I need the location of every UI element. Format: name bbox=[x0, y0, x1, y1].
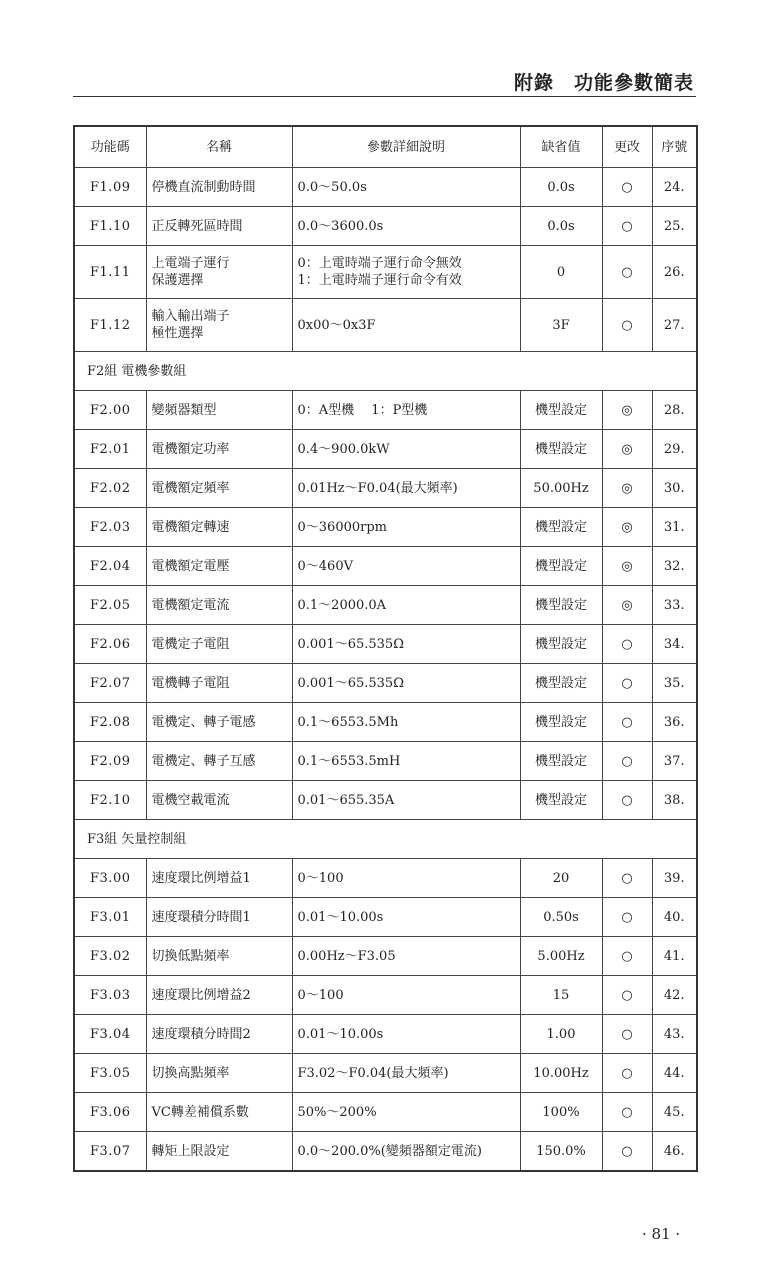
table-row bbox=[74, 703, 697, 742]
param-name: 變頻器類型 bbox=[146, 391, 292, 430]
param-change-mark: ○ bbox=[602, 898, 652, 937]
param-default: 20 bbox=[520, 859, 602, 898]
param-name: 切換高點頻率 bbox=[146, 1054, 292, 1093]
param-change-mark: ○ bbox=[602, 1054, 652, 1093]
parameter-table bbox=[73, 125, 698, 1172]
param-description: 0.00Hz～F3.05 bbox=[292, 937, 520, 976]
group-label: F3組 矢量控制組 bbox=[74, 820, 697, 859]
param-name: 上電端子運行 保護選擇 bbox=[146, 246, 292, 299]
param-change-mark: ◎ bbox=[602, 430, 652, 469]
page-number: · 81 · bbox=[642, 1225, 681, 1243]
param-description: 0～100 bbox=[292, 859, 520, 898]
param-code: F1.09 bbox=[74, 168, 146, 207]
param-code: F2.08 bbox=[74, 703, 146, 742]
table-row bbox=[74, 859, 697, 898]
param-name: 停機直流制動時間 bbox=[146, 168, 292, 207]
param-description: 0～100 bbox=[292, 976, 520, 1015]
param-description: 0：A型機 1：P型機 bbox=[292, 391, 520, 430]
param-seq: 42. bbox=[652, 976, 697, 1015]
param-code: F2.05 bbox=[74, 586, 146, 625]
param-seq: 26. bbox=[652, 246, 697, 299]
param-default: 機型設定 bbox=[520, 508, 602, 547]
param-change-mark: ○ bbox=[602, 664, 652, 703]
param-code: F1.11 bbox=[74, 246, 146, 299]
param-default: 0 bbox=[520, 246, 602, 299]
param-code: F3.02 bbox=[74, 937, 146, 976]
header-change: 更改 bbox=[602, 126, 652, 168]
table-row bbox=[74, 586, 697, 625]
param-description: 0x00～0x3F bbox=[292, 299, 520, 352]
param-default: 機型設定 bbox=[520, 391, 602, 430]
param-code: F3.01 bbox=[74, 898, 146, 937]
table-row bbox=[74, 898, 697, 937]
param-default: 5.00Hz bbox=[520, 937, 602, 976]
param-seq: 43. bbox=[652, 1015, 697, 1054]
param-default: 機型設定 bbox=[520, 547, 602, 586]
param-change-mark: ○ bbox=[602, 859, 652, 898]
param-name: 電機額定功率 bbox=[146, 430, 292, 469]
param-name: 轉矩上限設定 bbox=[146, 1132, 292, 1172]
param-description: F3.02～F0.04(最大頻率) bbox=[292, 1054, 520, 1093]
param-seq: 30. bbox=[652, 469, 697, 508]
param-description: 0.01～655.35A bbox=[292, 781, 520, 820]
param-seq: 46. bbox=[652, 1132, 697, 1172]
param-description: 0.1～6553.5mH bbox=[292, 742, 520, 781]
param-code: F2.10 bbox=[74, 781, 146, 820]
param-description: 0.0～3600.0s bbox=[292, 207, 520, 246]
param-name: 速度環積分時間2 bbox=[146, 1015, 292, 1054]
param-seq: 44. bbox=[652, 1054, 697, 1093]
param-default: 機型設定 bbox=[520, 781, 602, 820]
param-name: 速度環比例增益1 bbox=[146, 859, 292, 898]
param-code: F2.04 bbox=[74, 547, 146, 586]
param-description: 0～36000rpm bbox=[292, 508, 520, 547]
param-name: 速度環積分時間1 bbox=[146, 898, 292, 937]
param-change-mark: ◎ bbox=[602, 547, 652, 586]
param-change-mark: ○ bbox=[602, 703, 652, 742]
param-default: 50.00Hz bbox=[520, 469, 602, 508]
table-row bbox=[74, 1015, 697, 1054]
table-row bbox=[74, 1132, 697, 1172]
param-seq: 24. bbox=[652, 168, 697, 207]
param-change-mark: ○ bbox=[602, 937, 652, 976]
param-change-mark: ○ bbox=[602, 976, 652, 1015]
param-name: 電機額定電壓 bbox=[146, 547, 292, 586]
param-name: VC轉差補償系數 bbox=[146, 1093, 292, 1132]
header-divider bbox=[73, 96, 696, 97]
param-seq: 40. bbox=[652, 898, 697, 937]
table-row bbox=[74, 430, 697, 469]
page-header-title: 附錄 功能參數簡表 bbox=[513, 72, 694, 94]
param-default: 機型設定 bbox=[520, 664, 602, 703]
group-header-row bbox=[74, 820, 697, 859]
param-code: F1.12 bbox=[74, 299, 146, 352]
param-description: 0.0～200.0%(變頻器額定電流) bbox=[292, 1132, 520, 1172]
table-row bbox=[74, 207, 697, 246]
param-code: F2.07 bbox=[74, 664, 146, 703]
param-default: 機型設定 bbox=[520, 703, 602, 742]
param-seq: 29. bbox=[652, 430, 697, 469]
group-label: F2組 電機參數組 bbox=[74, 352, 697, 391]
param-description: 0.01～10.00s bbox=[292, 898, 520, 937]
param-code: F3.00 bbox=[74, 859, 146, 898]
param-default: 150.0% bbox=[520, 1132, 602, 1172]
header-default: 缺省值 bbox=[520, 126, 602, 168]
param-description: 0.1～2000.0A bbox=[292, 586, 520, 625]
param-code: F3.06 bbox=[74, 1093, 146, 1132]
table-row bbox=[74, 469, 697, 508]
table-row bbox=[74, 625, 697, 664]
param-code: F2.00 bbox=[74, 391, 146, 430]
param-name: 電機額定電流 bbox=[146, 586, 292, 625]
header-seq: 序號 bbox=[652, 126, 697, 168]
param-seq: 45. bbox=[652, 1093, 697, 1132]
param-seq: 27. bbox=[652, 299, 697, 352]
param-name: 正反轉死區時間 bbox=[146, 207, 292, 246]
param-change-mark: ○ bbox=[602, 625, 652, 664]
param-seq: 25. bbox=[652, 207, 697, 246]
param-seq: 38. bbox=[652, 781, 697, 820]
param-description: 0.01～10.00s bbox=[292, 1015, 520, 1054]
param-seq: 41. bbox=[652, 937, 697, 976]
param-default: 機型設定 bbox=[520, 625, 602, 664]
table-row bbox=[74, 781, 697, 820]
table-header-row bbox=[74, 126, 697, 168]
table-row bbox=[74, 391, 697, 430]
table-row bbox=[74, 1093, 697, 1132]
param-change-mark: ○ bbox=[602, 207, 652, 246]
param-description: 0.01Hz～F0.04(最大頻率) bbox=[292, 469, 520, 508]
param-code: F3.03 bbox=[74, 976, 146, 1015]
param-description: 0.001～65.535Ω bbox=[292, 664, 520, 703]
param-code: F2.02 bbox=[74, 469, 146, 508]
param-seq: 31. bbox=[652, 508, 697, 547]
table-body bbox=[74, 168, 697, 1172]
table-row bbox=[74, 246, 697, 299]
param-name: 電機額定轉速 bbox=[146, 508, 292, 547]
table-row bbox=[74, 508, 697, 547]
param-description: 0：上電時端子運行命令無效 1：上電時端子運行命令有效 bbox=[292, 246, 520, 299]
param-change-mark: ○ bbox=[602, 781, 652, 820]
param-default: 機型設定 bbox=[520, 742, 602, 781]
param-default: 0.0s bbox=[520, 207, 602, 246]
param-change-mark: ○ bbox=[602, 1132, 652, 1172]
table-row bbox=[74, 299, 697, 352]
param-description: 0.001～65.535Ω bbox=[292, 625, 520, 664]
param-name: 切換低點頻率 bbox=[146, 937, 292, 976]
param-default: 0.0s bbox=[520, 168, 602, 207]
param-code: F3.05 bbox=[74, 1054, 146, 1093]
param-seq: 36. bbox=[652, 703, 697, 742]
param-default: 0.50s bbox=[520, 898, 602, 937]
param-code: F2.01 bbox=[74, 430, 146, 469]
param-name: 速度環比例增益2 bbox=[146, 976, 292, 1015]
param-name: 電機轉子電阻 bbox=[146, 664, 292, 703]
param-seq: 33. bbox=[652, 586, 697, 625]
param-seq: 39. bbox=[652, 859, 697, 898]
param-default: 1.00 bbox=[520, 1015, 602, 1054]
table-row bbox=[74, 1054, 697, 1093]
param-code: F2.06 bbox=[74, 625, 146, 664]
param-name: 輸入輸出端子 極性選擇 bbox=[146, 299, 292, 352]
param-default: 10.00Hz bbox=[520, 1054, 602, 1093]
param-name: 電機定子電阻 bbox=[146, 625, 292, 664]
param-change-mark: ○ bbox=[602, 168, 652, 207]
param-name: 電機定、轉子互感 bbox=[146, 742, 292, 781]
header-name: 名稱 bbox=[146, 126, 292, 168]
param-name: 電機額定頻率 bbox=[146, 469, 292, 508]
param-seq: 37. bbox=[652, 742, 697, 781]
param-seq: 34. bbox=[652, 625, 697, 664]
param-code: F2.09 bbox=[74, 742, 146, 781]
param-change-mark: ◎ bbox=[602, 469, 652, 508]
param-default: 機型設定 bbox=[520, 430, 602, 469]
param-description: 50%～200% bbox=[292, 1093, 520, 1132]
group-header-row bbox=[74, 352, 697, 391]
param-description: 0～460V bbox=[292, 547, 520, 586]
param-description: 0.0～50.0s bbox=[292, 168, 520, 207]
param-code: F1.10 bbox=[74, 207, 146, 246]
table-row bbox=[74, 664, 697, 703]
param-change-mark: ○ bbox=[602, 299, 652, 352]
param-change-mark: ○ bbox=[602, 246, 652, 299]
param-default: 3F bbox=[520, 299, 602, 352]
param-name: 電機空載電流 bbox=[146, 781, 292, 820]
param-code: F3.07 bbox=[74, 1132, 146, 1172]
param-code: F2.03 bbox=[74, 508, 146, 547]
param-description: 0.4～900.0kW bbox=[292, 430, 520, 469]
param-description: 0.1～6553.5Mh bbox=[292, 703, 520, 742]
header-code: 功能碼 bbox=[74, 126, 146, 168]
param-change-mark: ○ bbox=[602, 742, 652, 781]
table-row bbox=[74, 547, 697, 586]
param-change-mark: ○ bbox=[602, 1093, 652, 1132]
table-row bbox=[74, 937, 697, 976]
param-default: 100% bbox=[520, 1093, 602, 1132]
param-default: 機型設定 bbox=[520, 586, 602, 625]
header-description: 參數詳細說明 bbox=[292, 126, 520, 168]
param-change-mark: ◎ bbox=[602, 391, 652, 430]
table-row bbox=[74, 168, 697, 207]
param-change-mark: ◎ bbox=[602, 508, 652, 547]
param-seq: 28. bbox=[652, 391, 697, 430]
param-seq: 32. bbox=[652, 547, 697, 586]
param-code: F3.04 bbox=[74, 1015, 146, 1054]
param-default: 15 bbox=[520, 976, 602, 1015]
table-row bbox=[74, 742, 697, 781]
param-name: 電機定、轉子電感 bbox=[146, 703, 292, 742]
param-change-mark: ◎ bbox=[602, 586, 652, 625]
table-row bbox=[74, 976, 697, 1015]
param-change-mark: ○ bbox=[602, 1015, 652, 1054]
param-seq: 35. bbox=[652, 664, 697, 703]
